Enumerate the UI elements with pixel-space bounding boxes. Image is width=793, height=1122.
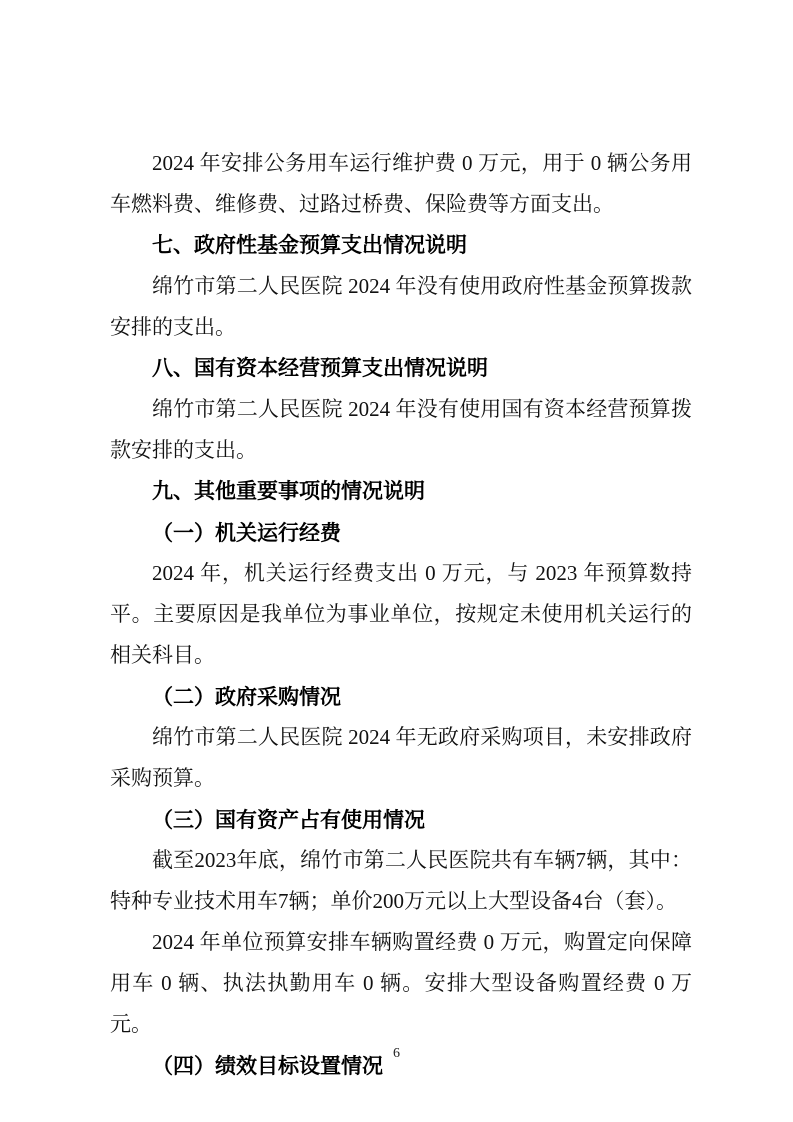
document-body [110,143,692,1086]
paragraph-vehicle-purchase-budget: 2024 年单位预算安排车辆购置经费 0 万元，购置定向保障用车 0 辆、执法执勤用车 0 辆。安排大型设备购置经费 0 万元。 [110,930,692,1036]
subsection-heading-state-assets: （三）国有资产占有使用情况 [152,807,425,832]
paragraph-state-assets-vehicles: 截至2023年底，绵竹市第二人民医院共有车辆7辆，其中：特种专业技术用车7辆；单价200万元以上大型设备4台（套）。 [110,848,692,913]
section-heading-other-important-matters: 九、其他重要事项的情况说明 [152,480,425,503]
subsection-heading-performance-targets: （四）绩效目标设置情况 [152,1053,383,1078]
subsection-heading-govt-procurement: （二）政府采购情况 [152,684,341,709]
subsection-heading-operating-expenses: （一）机关运行经费 [152,520,341,545]
page-number: 6 [393,1046,400,1061]
section-heading-govt-fund-budget: 七、政府性基金预算支出情况说明 [152,234,467,257]
paragraph-govt-fund-budget: 绵竹市第二人民医院 2024 年没有使用政府性基金预算拨款安排的支出。 [110,274,692,339]
section-heading-state-capital-budget: 八、国有资本经营预算支出情况说明 [152,357,488,380]
paragraph-vehicle-maintenance: 2024 年安排公务用车运行维护费 0 万元，用于 0 辆公务用车燃料费、维修费、过路过桥费、保险费等方面支出。 [110,151,692,216]
paragraph-state-capital-budget: 绵竹市第二人民医院 2024 年没有使用国有资本经营预算拨款安排的支出。 [110,397,692,462]
paragraph-operating-expenses: 2024 年，机关运行经费支出 0 万元，与 2023 年预算数持平。主要原因是我单位为事业单位，按规定未使用机关运行的相关科目。 [110,561,692,667]
paragraph-govt-procurement: 绵竹市第二人民医院 2024 年无政府采购项目，未安排政府采购预算。 [110,725,692,790]
